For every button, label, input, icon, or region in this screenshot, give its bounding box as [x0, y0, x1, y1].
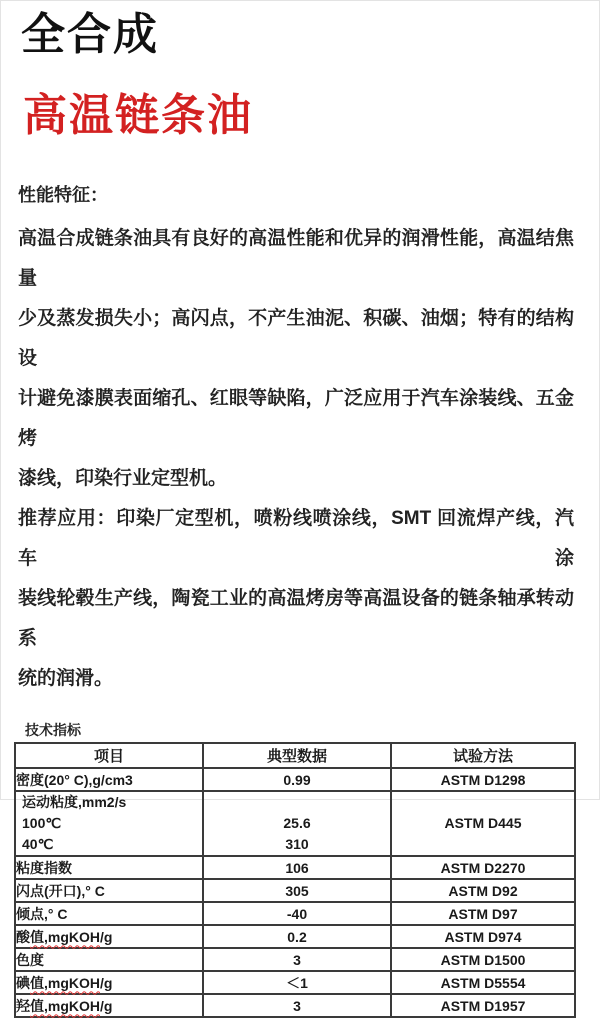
item-cell	[15, 925, 203, 948]
spellcheck-underlined-text: 值,mgKOH	[30, 974, 100, 991]
value-cell: 0.99	[203, 768, 391, 791]
method-cell: ASTM D5554	[391, 971, 575, 994]
spellcheck-underlined-text: 值,mgKOH	[30, 928, 100, 945]
header-test-method: 试验方法	[391, 743, 575, 768]
value-cell: 3	[203, 994, 391, 1017]
method-cell	[391, 791, 575, 856]
table-row-flash-point	[15, 879, 575, 902]
table-row-iodine-value	[15, 971, 575, 994]
viscosity-method: ASTM D445	[444, 815, 522, 831]
method-cell: ASTM D97	[391, 902, 575, 925]
item-cell: 粘度指数	[15, 856, 203, 879]
value-cell: 0.2	[203, 925, 391, 948]
value-cell: 305	[203, 879, 391, 902]
body-text-line: 推荐应用：印染厂定型机，喷粉线喷涂线，SMT 回流焊产线，汽车涂	[18, 508, 574, 569]
value-cell	[203, 791, 391, 856]
method-cell: ASTM D92	[391, 879, 575, 902]
body-text-line: 统的润滑。	[18, 668, 114, 689]
item-text: /g	[100, 997, 113, 1014]
item-cell: 倾点,° C	[15, 902, 203, 925]
body-text-line: 高温合成链条油具有良好的高温性能和优异的润滑性能，高温结焦量	[18, 228, 574, 289]
item-cell: 密度(20° C),g/cm3	[15, 768, 203, 791]
item-text: 羟	[16, 997, 30, 1014]
item-text: 酸	[16, 928, 30, 945]
viscosity-100c-value: 25.6	[283, 815, 311, 831]
item-text: 碘	[16, 974, 30, 991]
performance-paragraph	[18, 219, 574, 699]
viscosity-40c-label: 40℃	[22, 836, 54, 852]
table-row-density	[15, 768, 575, 791]
method-cell: ASTM D1500	[391, 948, 575, 971]
value-cell: 106	[203, 856, 391, 879]
item-cell	[15, 971, 203, 994]
product-name-title: 高温链条油	[23, 91, 253, 140]
value-cell: ＜1	[203, 971, 391, 994]
method-cell: ASTM D2270	[391, 856, 575, 879]
spellcheck-underlined-text: 值,mgKOH	[30, 997, 100, 1014]
table-row-viscosity-index	[15, 856, 575, 879]
table-row-acid-value	[15, 925, 575, 948]
table-header-row	[15, 743, 575, 768]
spec-table-title: 技术指标	[25, 722, 81, 738]
method-cell: ASTM D1298	[391, 768, 575, 791]
item-cell	[15, 791, 203, 856]
header-typical-data: 典型数据	[203, 743, 391, 768]
body-text-line: 计避免漆膜表面缩孔、红眼等缺陷，广泛应用于汽车涂装线、五金烤	[18, 388, 574, 449]
method-cell: ASTM D974	[391, 925, 575, 948]
item-cell: 闪点(开口),° C	[15, 879, 203, 902]
body-text-line: 漆线，印染行业定型机。	[18, 468, 228, 489]
viscosity-100c-label: 100℃	[22, 815, 62, 831]
spec-table	[14, 742, 576, 1018]
blank-line	[392, 792, 574, 813]
header-item: 项目	[15, 743, 203, 768]
item-cell	[15, 994, 203, 1017]
table-row-color	[15, 948, 575, 971]
viscosity-label: 运动粘度,mm2/s	[22, 794, 127, 810]
table-row-viscosity	[15, 791, 575, 856]
value-cell: -40	[203, 902, 391, 925]
blank-line	[204, 792, 390, 813]
performance-heading: 性能特征：	[18, 185, 108, 205]
product-series-title: 全合成	[21, 10, 159, 59]
blank-line	[392, 834, 574, 855]
item-text: /g	[100, 974, 113, 991]
body-text-line: 少及蒸发损失小；高闪点，不产生油泥、积碳、油烟；特有的结构设	[18, 308, 574, 369]
viscosity-40c-value: 310	[285, 836, 309, 852]
method-cell: ASTM D1957	[391, 994, 575, 1017]
item-cell: 色度	[15, 948, 203, 971]
item-text: /g	[100, 928, 113, 945]
table-row-hydroxyl-value	[15, 994, 575, 1017]
body-text-line: 装线轮毂生产线，陶瓷工业的高温烤房等高温设备的链条轴承转动系	[18, 588, 574, 649]
table-row-pour-point	[15, 902, 575, 925]
value-cell: 3	[203, 948, 391, 971]
